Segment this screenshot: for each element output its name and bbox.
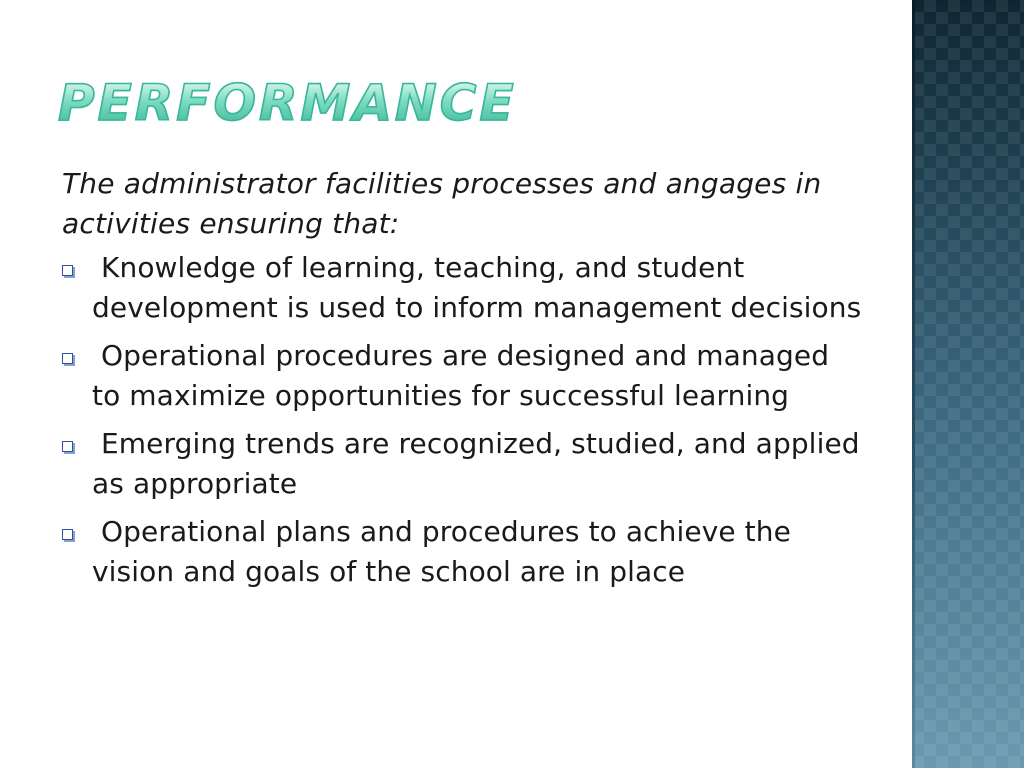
list-item [62, 424, 862, 504]
list-item [62, 512, 862, 592]
decorative-side-panel [912, 0, 1024, 768]
bullet-list [62, 248, 862, 592]
slide-title: PERFORMANCE [58, 74, 517, 132]
list-item [62, 248, 862, 328]
bullet-text: Emerging trends are recognized, studied, and applied as appropriate [92, 427, 860, 500]
square-bullet-icon [62, 529, 73, 540]
slide-body [62, 164, 862, 600]
square-bullet-icon [62, 353, 73, 364]
square-bullet-icon [62, 441, 73, 452]
side-panel-edge [912, 0, 915, 768]
intro-text: The administrator facilities processes and angages in activities ensuring that: [62, 167, 822, 240]
bullet-text: Operational procedures are designed and managed to maximize opportunities for successful learning [92, 339, 830, 412]
square-bullet-icon [62, 265, 73, 276]
list-item [62, 336, 862, 416]
bullet-text: Operational plans and procedures to achieve the vision and goals of the school are in place [92, 515, 791, 588]
bullet-text: Knowledge of learning, teaching, and student development is used to inform management decisions [92, 251, 862, 324]
